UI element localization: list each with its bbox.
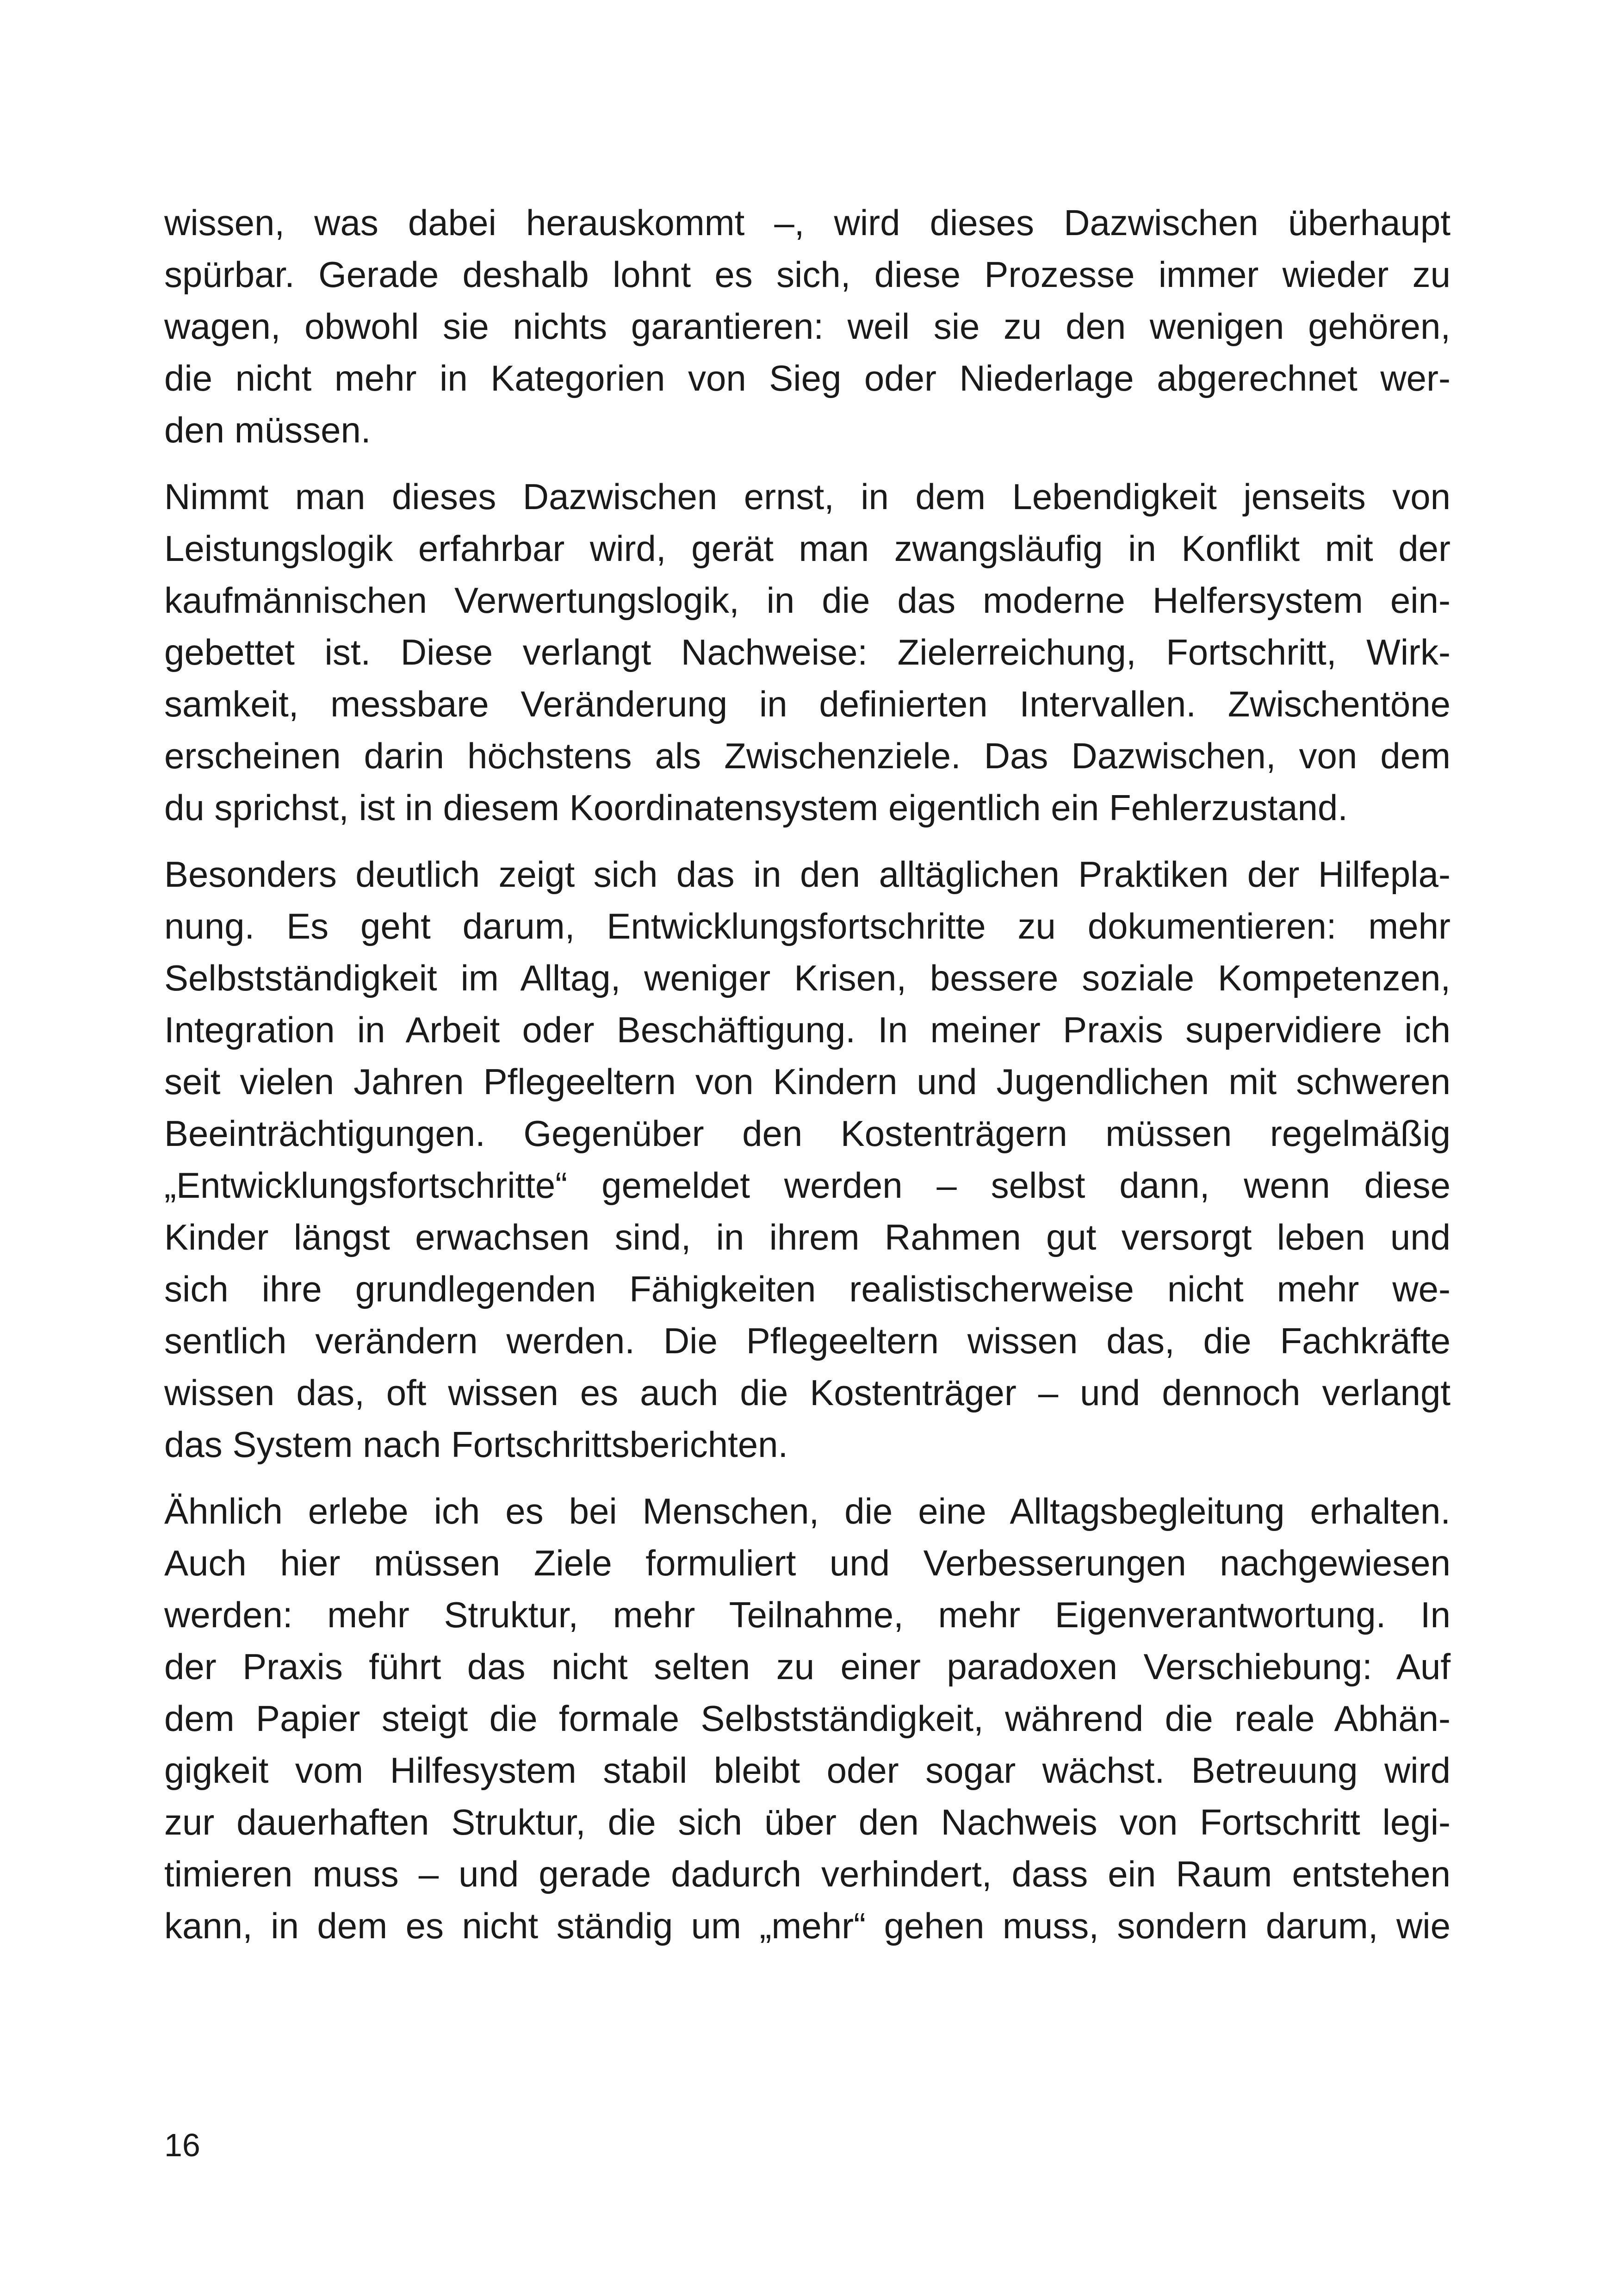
text-line: gigkeit vom Hilfesystem stabil bleibt oder sogar wächst. Betreuung wird bbox=[164, 1750, 1451, 1791]
text-line: Auch hier müssen Ziele formuliert und Verbesserungen nachgewiesen bbox=[164, 1543, 1451, 1583]
text-line: wagen, obwohl sie nichts garantieren: weil sie zu den wenigen gehören, bbox=[164, 306, 1451, 347]
text-line: sich ihre grundlegenden Fähigkeiten realistischerweise nicht mehr we- bbox=[164, 1269, 1451, 1309]
text-line: wissen das, oft wissen es auch die Kostenträger – und dennoch verlangt bbox=[164, 1372, 1451, 1413]
text-line: wissen, was dabei herauskommt –, wird dieses Dazwischen überhaupt bbox=[164, 202, 1451, 243]
text-line: erscheinen darin höchstens als Zwischenziele. Das Dazwischen, von dem bbox=[164, 735, 1451, 776]
text-line: Leistungslogik erfahrbar wird, gerät man zwangsläufig in Konflikt mit der bbox=[164, 528, 1451, 569]
paragraph-3 bbox=[164, 848, 1451, 1470]
text-line: nung. Es geht darum, Entwicklungsfortschritte zu dokumentieren: mehr bbox=[164, 906, 1451, 946]
text-line: den müssen. bbox=[164, 410, 371, 450]
text-line: zur dauerhaften Struktur, die sich über den Nachweis von Fortschritt legi- bbox=[164, 1802, 1451, 1842]
text-line: Selbstständigkeit im Alltag, weniger Krisen, bessere soziale Kompetenzen, bbox=[164, 958, 1451, 998]
text-line: Besonders deutlich zeigt sich das in den alltäglichen Praktiken der Hilfepla- bbox=[164, 854, 1451, 895]
text-line: der Praxis führt das nicht selten zu einer paradoxen Verschiebung: Auf bbox=[164, 1646, 1451, 1687]
text-line: werden: mehr Struktur, mehr Teilnahme, mehr Eigenverantwortung. In bbox=[164, 1594, 1451, 1635]
text-line: „Entwicklungsfortschritte“ gemeldet werden – selbst dann, wenn diese bbox=[164, 1165, 1451, 1206]
text-line: das System nach Fortschrittsberichten. bbox=[164, 1424, 788, 1465]
text-line: die nicht mehr in Kategorien von Sieg oder Niederlage abgerechnet wer- bbox=[164, 358, 1451, 398]
text-line: seit vielen Jahren Pflegeeltern von Kindern und Jugendlichen mit schweren bbox=[164, 1061, 1451, 1102]
page-number: 16 bbox=[164, 2127, 200, 2163]
paragraph-2 bbox=[164, 471, 1451, 834]
paragraph-1 bbox=[164, 197, 1451, 456]
text-line: gebettet ist. Diese verlangt Nachweise: Zielerreichung, Fortschritt, Wirk- bbox=[164, 632, 1451, 672]
text-line: kaufmännischen Verwertungslogik, in die das moderne Helfersystem ein- bbox=[164, 580, 1451, 621]
text-line: du sprichst, ist in diesem Koordinatensystem eigentlich ein Fehlerzustand. bbox=[164, 787, 1348, 828]
text-line: Integration in Arbeit oder Beschäftigung. In meiner Praxis supervidiere ich bbox=[164, 1009, 1451, 1050]
text-line: Nimmt man dieses Dazwischen ernst, in dem Lebendigkeit jenseits von bbox=[164, 476, 1451, 517]
text-line: timieren muss – und gerade dadurch verhindert, dass ein Raum entstehen bbox=[164, 1854, 1451, 1894]
paragraph-4 bbox=[164, 1485, 1451, 1952]
body-text bbox=[164, 197, 1451, 1966]
text-line: Beeinträchtigungen. Gegenüber den Kostenträgern müssen regelmäßig bbox=[164, 1113, 1451, 1154]
text-line: samkeit, messbare Veränderung in definierten Intervallen. Zwischentöne bbox=[164, 684, 1451, 724]
text-line: Kinder längst erwachsen sind, in ihrem Rahmen gut versorgt leben und bbox=[164, 1217, 1451, 1257]
text-line: spürbar. Gerade deshalb lohnt es sich, diese Prozesse immer wieder zu bbox=[164, 254, 1451, 295]
text-line: kann, in dem es nicht ständig um „mehr“ gehen muss, sondern darum, wie bbox=[164, 1905, 1451, 1946]
text-line: Ähnlich erlebe ich es bei Menschen, die eine Alltagsbegleitung erhalten. bbox=[164, 1491, 1451, 1531]
text-line: dem Papier steigt die formale Selbstständigkeit, während die reale Abhän- bbox=[164, 1698, 1451, 1739]
text-line: sentlich verändern werden. Die Pflegeeltern wissen das, die Fachkräfte bbox=[164, 1320, 1451, 1361]
